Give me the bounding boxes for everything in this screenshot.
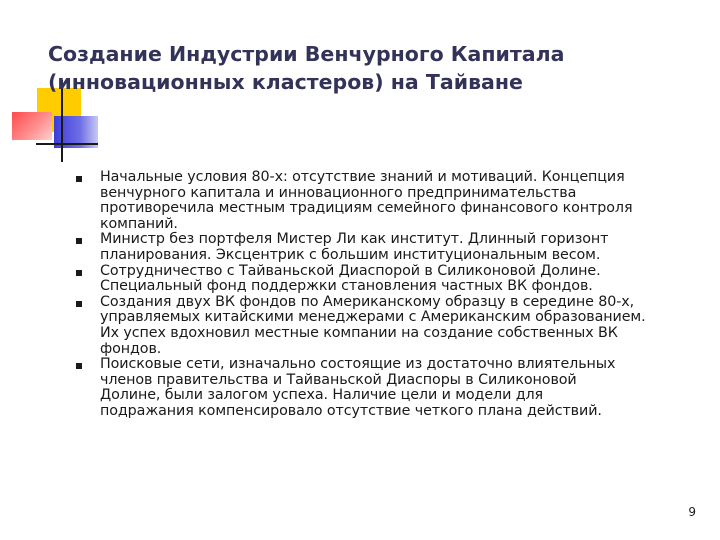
bullet-line: противоречила местным традициям семейного финансового контроля xyxy=(100,200,633,217)
bullet-text xyxy=(100,295,706,357)
bullet-line: членов правительства и Тайваньской Диаспоры в Силиконовой xyxy=(100,371,577,388)
bullet-line: Создания двух ВК фондов по Американскому образцу в середине 80-х, xyxy=(100,293,635,310)
bullet-square-icon xyxy=(76,170,100,182)
bullet-line: планирования. Эксцентрик с большим институциональным весом. xyxy=(100,246,601,263)
bullet-text xyxy=(100,357,706,419)
bullet-item xyxy=(76,357,706,419)
slide-title xyxy=(48,40,708,96)
bullet-line: подражания компенсировало отсутствие четкого плана действий. xyxy=(100,402,602,419)
bullet-line: управляемых китайскими менеджерами с Американским образованием. xyxy=(100,309,646,326)
bullet-text xyxy=(100,170,706,232)
bullet-line: Сотрудничество с Тайваньской Диаспорой в Силиконовой Долине. xyxy=(100,262,601,279)
bullet-line: Начальные условия 80-х: отсутствие знаний и мотиваций. Концепция xyxy=(100,169,625,185)
bullet-item xyxy=(76,170,706,232)
slide-title-line: Создание Индустрии Венчурного Капитала xyxy=(48,42,565,66)
bullet-square-icon xyxy=(76,264,100,276)
bullet-line: Министр без портфеля Мистер Ли как институт. Длинный горизонт xyxy=(100,231,609,248)
bullet-item xyxy=(76,295,706,357)
decor-red-square xyxy=(12,112,52,140)
bullet-text xyxy=(100,264,706,295)
bullet-line: Специальный фонд поддержки становления частных ВК фондов. xyxy=(100,278,593,295)
bullet-line: венчурного капитала и инновационного предпринимательства xyxy=(100,184,577,201)
bullet-item xyxy=(76,264,706,295)
bullet-line: компаний. xyxy=(100,215,178,232)
bullet-square-icon xyxy=(76,357,100,369)
bullet-square-icon xyxy=(76,232,100,244)
page-number: 9 xyxy=(688,505,696,519)
bullet-line: Долине, были залогом успеха. Наличие цели и модели для xyxy=(100,387,544,404)
slide-title-line: (инновационных кластеров) на Тайване xyxy=(48,70,523,94)
bullet-list xyxy=(76,170,706,420)
bullet-line: фондов. xyxy=(100,340,162,357)
bullet-line: Их успех вдохновил местные компании на создание собственных ВК xyxy=(100,324,618,341)
bullet-item xyxy=(76,232,706,263)
bullet-square-icon xyxy=(76,295,100,307)
bullet-text xyxy=(100,232,706,263)
decor-horizontal-line xyxy=(36,143,98,145)
bullet-line: Поисковые сети, изначально состоящие из достаточно влиятельных xyxy=(100,356,616,373)
